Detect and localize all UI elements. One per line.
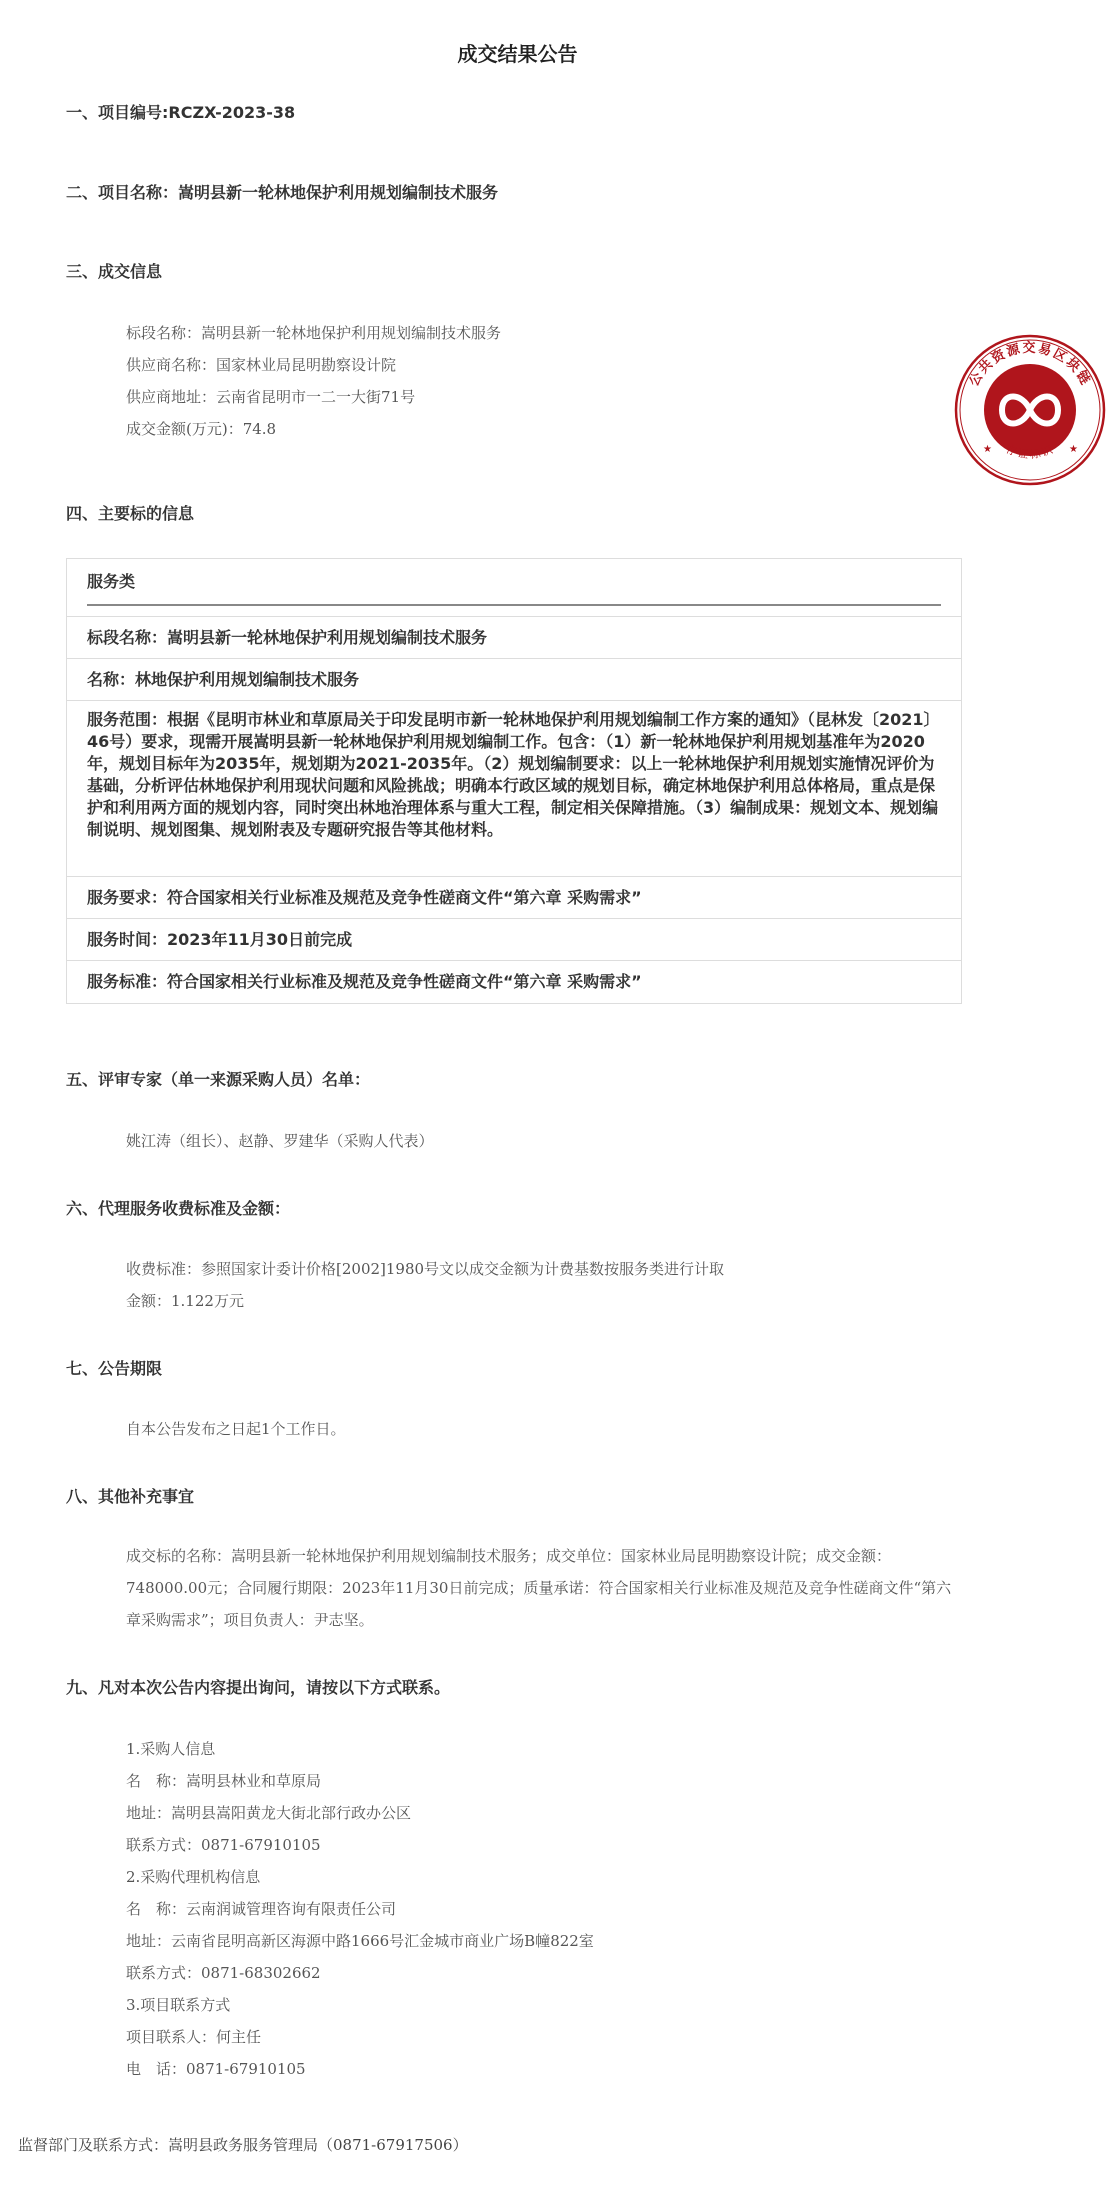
agency-info-title: 2.采购代理机构信息 <box>126 1868 261 1886</box>
section-deal-info-heading: 三、成交信息 <box>66 262 163 281</box>
agency-contact: 联系方式：0871-68302662 <box>126 1964 321 1982</box>
fee-standard: 收费标准：参照国家计委计价格[2002]1980号文以成交金额为计费基数按服务类进行计取 <box>126 1260 725 1278</box>
svg-text:★: ★ <box>983 444 992 455</box>
blockchain-seal-stamp <box>950 330 1109 490</box>
deal-lot-name: 标段名称：嵩明县新一轮林地保护利用规划编制技术服务 <box>126 324 502 342</box>
purchaser-contact: 联系方式：0871-67910105 <box>126 1836 321 1854</box>
table-row: 服务时间：2023年11月30日前完成 <box>67 919 961 961</box>
notice-period-text: 自本公告发布之日起1个工作日。 <box>126 1420 346 1438</box>
page-title: 成交结果公告 <box>457 42 578 66</box>
table-row: 标段名称：嵩明县新一轮林地保护利用规划编制技术服务 <box>67 617 961 659</box>
section-fee-heading: 六、代理服务收费标准及金额： <box>66 1199 291 1218</box>
section-project-number: 一、项目编号:RCZX-2023-38 <box>66 103 296 122</box>
main-item-table <box>66 558 962 1004</box>
project-contact-person: 项目联系人：何主任 <box>126 2028 262 2046</box>
table-row: 服务要求：符合国家相关行业标准及规范及竞争性磋商文件“第六章 采购需求” <box>67 877 961 919</box>
agency-name: 名 称：云南润诚管理咨询有限责任公司 <box>126 1900 397 1918</box>
agency-address: 地址：云南省昆明高新区海源中路1666号汇金城市商业广场B幢822室 <box>126 1932 594 1950</box>
experts-list: 姚江涛（组长）、赵静、罗建华（采购人代表） <box>126 1132 434 1150</box>
purchaser-name: 名 称：嵩明县林业和草原局 <box>126 1772 322 1790</box>
fee-amount: 金额：1.122万元 <box>126 1292 244 1310</box>
deal-supplier-name: 供应商名称：国家林业局昆明勘察设计院 <box>126 356 397 374</box>
table-category-label: 服务类 <box>87 572 136 591</box>
other-matters-text: 成交标的名称：嵩明县新一轮林地保护利用规划编制技术服务；成交单位：国家林业局昆明勘察设计院；成交金额：748000.00元；合同履行期限：2023年11月30日前完成；质量承诺：符合国家相关行业标准及规范及竞争性磋商文件“第六章采购需求”；项目负责人：尹志坚。 <box>126 1547 952 1629</box>
project-contact-phone: 电 话：0871-67910105 <box>126 2060 306 2078</box>
deal-supplier-address: 供应商地址：云南省昆明市一二一大街71号 <box>126 388 416 406</box>
table-row: 名称：林地保护利用规划编制技术服务 <box>67 659 961 701</box>
deal-amount: 成交金额(万元)：74.8 <box>126 420 277 438</box>
section-main-item-heading: 四、主要标的信息 <box>66 504 195 523</box>
project-contact-title: 3.项目联系方式 <box>126 1996 231 2014</box>
purchaser-info-title: 1.采购人信息 <box>126 1740 216 1758</box>
section-experts-heading: 五、评审专家（单一来源采购人员）名单： <box>66 1070 371 1089</box>
table-row: 服务标准：符合国家相关行业标准及规范及竞争性磋商文件“第六章 采购需求” <box>87 972 642 991</box>
purchaser-address: 地址：嵩明县嵩阳黄龙大街北部行政办公区 <box>126 1804 412 1822</box>
supervision-footer: 监督部门及联系方式：嵩明县政务服务管理局（0871-67917506） <box>18 2136 468 2154</box>
section-other-heading: 八、其他补充事宜 <box>66 1487 195 1506</box>
category-divider <box>87 604 941 606</box>
section-project-name: 二、项目名称：嵩明县新一轮林地保护利用规划编制技术服务 <box>66 183 499 202</box>
table-row-service-scope: 服务范围：根据《昆明市林业和草原局关于印发昆明市新一轮林地保护利用规划编制工作方案的通知》（昆林发〔2021〕46号）要求，现需开展嵩明县新一轮林地保护利用规划编制工作。包含：（1）新一轮林地保护利用规划基准年为2020年，规划目标年为2035年，规划期为2021-2035年。（2）规划编制要求：以上一轮林地保护利用规划实施情况评价为基础，分析评估林地保护利用现状问题和风险挑战；明确本行政区域的规划目标，确定林地保护利用总体格局，重点是保护和利用两方面的规划内容，同时突出林地治理体系与重大工程，制定相关保障措施。（3）编制成果：规划文本、规划编制说明、规划图集、规划附表及专题研究报告等其他材料。 <box>67 701 961 877</box>
section-contact-heading: 九、凡对本次公告内容提出询问，请按以下方式联系。 <box>66 1678 451 1697</box>
seal-bottom-text: 存证标识 <box>1003 442 1057 462</box>
section-notice-period-heading: 七、公告期限 <box>66 1359 163 1378</box>
seal-ring-text: 公共资源交易区块链 <box>966 341 1094 390</box>
svg-text:★: ★ <box>1069 444 1078 455</box>
table-category-row <box>67 559 961 617</box>
